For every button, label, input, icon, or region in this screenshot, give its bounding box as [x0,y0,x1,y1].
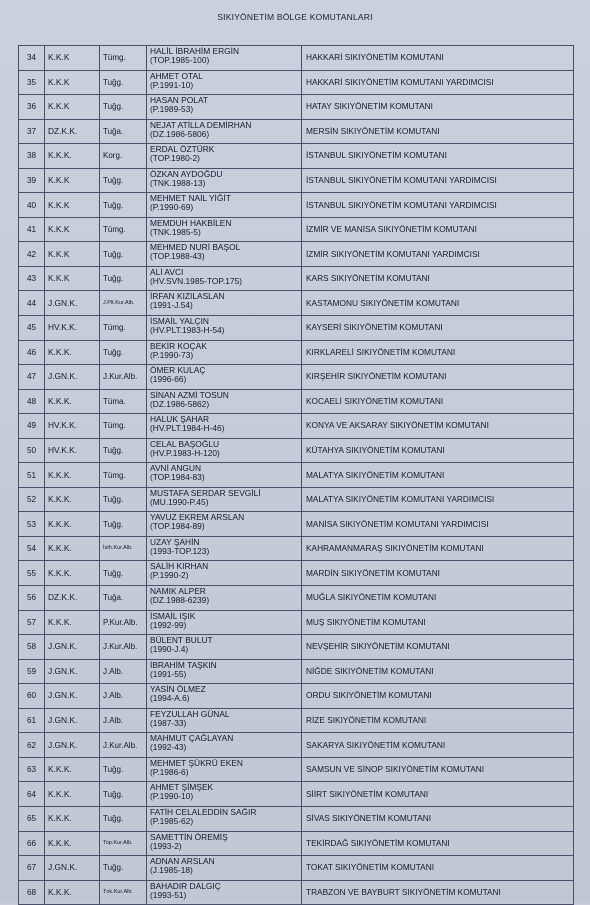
table-row [19,635,574,660]
name-cell [147,168,302,193]
officer-name: NAMIK ALPER [150,586,206,597]
officer-code: (P.1990-10) [150,791,194,802]
officer-code: (TOP.1980-2) [150,153,200,164]
unit-cell: K.K.K [45,193,100,218]
duty-cell: MANİSA SIKIYÖNETİM KOMUTANI YARDIMCISI [302,512,574,537]
rank-cell: Tuğg. [100,70,147,95]
row-number: 49 [19,414,45,439]
row-number: 50 [19,438,45,463]
officer-code: (TOP.1988-43) [150,251,205,262]
officer-name: MEHMET ŞÜKRÜ EKEN [150,757,243,768]
name-cell [147,316,302,341]
name-cell [147,782,302,807]
table-row [19,144,574,169]
row-number: 48 [19,389,45,414]
table-row [19,733,574,758]
officer-code: (P.1990-69) [150,202,194,213]
row-number: 61 [19,708,45,733]
unit-cell: K.K.K [45,217,100,242]
duty-cell: İSTANBUL SIKIYÖNETİM KOMUTANI YARDIMCISI [302,168,574,193]
unit-cell: K.K.K [45,70,100,95]
table-row [19,95,574,120]
officer-name: UZAY ŞAHİN [150,536,200,547]
row-number: 53 [19,512,45,537]
unit-cell: K.K.K [45,168,100,193]
officer-name: CELAL BAŞOĞLU [150,438,220,449]
row-number: 51 [19,463,45,488]
officer-name: İRFAN KIZILASLAN [150,291,225,302]
name-cell [147,217,302,242]
row-number: 39 [19,168,45,193]
duty-cell: HATAY SIKIYÖNETİM KOMUTANI [302,95,574,120]
rank-cell: İsth.Kur.Alb. [100,536,147,561]
officer-code: (J.1985-18) [150,865,193,876]
commanders-table [18,45,574,905]
row-number: 40 [19,193,45,218]
officer-name: ÖZKAN AYDOĞDU [150,168,223,179]
duty-cell: NİĞDE SIKIYÖNETİM KOMUTANI [302,659,574,684]
officer-code: (1993-51) [150,889,187,900]
table-row [19,831,574,856]
name-cell [147,291,302,316]
row-number: 59 [19,659,45,684]
officer-code: (TOP.1984-83) [150,472,205,483]
name-cell [147,659,302,684]
officer-name: FEYZULLAH GÜNAL [150,708,230,719]
officer-name: HASAN POLAT [150,95,209,106]
name-cell [147,70,302,95]
officer-code: (P.1991-10) [150,79,194,90]
table-row [19,389,574,414]
unit-cell: J.GN.K. [45,708,100,733]
unit-cell: K.K.K. [45,512,100,537]
table-row [19,806,574,831]
duty-cell: HAKKARİ SIKIYÖNETİM KOMUTANI [302,46,574,71]
unit-cell: K.K.K [45,46,100,71]
table-row [19,856,574,881]
rank-cell: Tuğg. [100,806,147,831]
officer-name: İSMAİL YALÇIN [150,316,209,327]
duty-cell: KOCAELİ SIKIYÖNETİM KOMUTANI [302,389,574,414]
unit-cell: K.K.K. [45,782,100,807]
duty-cell: KONYA VE AKSARAY SIKIYÖNETİM KOMUTANI [302,414,574,439]
rank-cell: J.Alb. [100,708,147,733]
row-number: 41 [19,217,45,242]
table-row [19,266,574,291]
officer-name: ÖMER KULAÇ [150,365,206,376]
officer-code: (1994-A.6) [150,693,190,704]
officer-code: (TNK.1988-13) [150,177,206,188]
unit-cell: DZ.K.K. [45,586,100,611]
unit-cell: J.GN.K. [45,733,100,758]
officer-code: (TOP.1984-89) [150,521,205,532]
name-cell [147,438,302,463]
unit-cell: DZ.K.K. [45,119,100,144]
duty-cell: SAKARYA SIKIYÖNETİM KOMUTANI [302,733,574,758]
row-number: 65 [19,806,45,831]
name-cell [147,635,302,660]
rank-cell: Tuğg. [100,512,147,537]
table-row [19,119,574,144]
row-number: 67 [19,856,45,881]
officer-name: MUSTAFA SERDAR SEVGİLİ [150,487,261,498]
name-cell [147,586,302,611]
officer-code: (HV.SVN.1985-TOP.175) [150,275,243,286]
officer-name: NEJAT ATİLLA DEMİRHAN [150,119,252,130]
table-row [19,291,574,316]
officer-name: FATİH CELALEDDİN SAĞIR [150,806,257,817]
officer-name: AHMET OTAL [150,70,203,81]
duty-cell: ORDU SIKIYÖNETİM KOMUTANI [302,684,574,709]
table-row [19,438,574,463]
unit-cell: K.K.K. [45,610,100,635]
unit-cell: HV.K.K. [45,414,100,439]
name-cell [147,684,302,709]
rank-cell: Tümg. [100,316,147,341]
rank-cell: Tümg. [100,463,147,488]
officer-name: HALİL İBRAHİM ERGİN [150,46,240,56]
duty-cell: İSTANBUL SIKIYÖNETİM KOMUTANI [302,144,574,169]
rank-cell: Top.Kur.Alb. [100,831,147,856]
duty-cell: İZMİR SIKIYÖNETİM KOMUTANI YARDIMCISI [302,242,574,267]
officer-name: ADNAN ARSLAN [150,856,215,867]
table-row [19,782,574,807]
unit-cell: K.K.K. [45,831,100,856]
row-number: 47 [19,365,45,390]
table-row [19,586,574,611]
officer-name: BÜLENT BULUT [150,635,213,646]
officer-code: (HV.PLT.1984-H-46) [150,423,225,434]
row-number: 37 [19,119,45,144]
rank-cell: Tüma. [100,389,147,414]
row-number: 56 [19,586,45,611]
officer-code: (P.1986-6) [150,766,189,777]
table-row [19,880,574,905]
row-number: 42 [19,242,45,267]
officer-code: (P.1985-62) [150,815,194,826]
row-number: 45 [19,316,45,341]
row-number: 64 [19,782,45,807]
duty-cell: İSTANBUL SIKIYÖNETİM KOMUTANI YARDIMCISI [302,193,574,218]
rank-cell: Tümg. [100,414,147,439]
unit-cell: K.K.K. [45,389,100,414]
unit-cell: K.K.K [45,242,100,267]
table-row [19,316,574,341]
duty-cell: RİZE SIKIYÖNETİM KOMUTANI [302,708,574,733]
duty-cell: MUŞ SIKIYÖNETİM KOMUTANI [302,610,574,635]
name-cell [147,46,302,71]
row-number: 54 [19,536,45,561]
row-number: 52 [19,487,45,512]
duty-cell: HAKKARİ SIKIYÖNETİM KOMUTANI YARDIMCISI [302,70,574,95]
unit-cell: K.K.K. [45,561,100,586]
officer-code: (DZ.1988-6239) [150,595,210,606]
rank-cell: Tuğg. [100,438,147,463]
rank-cell: Tuğg. [100,242,147,267]
table-row [19,46,574,71]
table-row [19,365,574,390]
officer-name: MAHMUT ÇAĞLAYAN [150,733,234,744]
row-number: 46 [19,340,45,365]
row-number: 44 [19,291,45,316]
row-number: 55 [19,561,45,586]
rank-cell: Tuğg. [100,561,147,586]
unit-cell: K.K.K. [45,340,100,365]
duty-cell: KIRKLARELİ SIKIYÖNETİM KOMUTANI [302,340,574,365]
table-row [19,536,574,561]
duty-cell: MALATYA SIKIYÖNETİM KOMUTANI [302,463,574,488]
table-row [19,659,574,684]
table-row [19,757,574,782]
unit-cell: K.K.K. [45,536,100,561]
duty-cell: İZMİR VE MANİSA SIKIYÖNETİM KOMUTANI [302,217,574,242]
rank-cell: Tuğg. [100,856,147,881]
officer-name: MEMDUH HAKBİLEN [150,217,232,228]
rank-cell: Tümg. [100,46,147,71]
officer-name: İSMAİL IŞIK [150,610,196,621]
name-cell [147,806,302,831]
table-row [19,708,574,733]
table-row [19,487,574,512]
unit-cell: K.K.K. [45,806,100,831]
rank-cell: P.Kur.Alb. [100,610,147,635]
officer-name: AVNİ ANGUN [150,463,202,474]
officer-code: (1991-55) [150,668,187,679]
unit-cell: J.GN.K. [45,856,100,881]
row-number: 58 [19,635,45,660]
unit-cell: HV.K.K. [45,438,100,463]
name-cell [147,610,302,635]
name-cell [147,512,302,537]
officer-name: YAVUZ EKREM ARSLAN [150,512,245,523]
officer-code: (1993-2) [150,840,182,851]
officer-name: AHMET ŞİMŞEK [150,782,214,793]
officer-name: MEHMED NURİ BAŞOL [150,242,241,253]
officer-code: (1993-TOP.123) [150,545,210,556]
duty-cell: TOKAT SIKIYÖNETİM KOMUTANI [302,856,574,881]
name-cell [147,119,302,144]
table-row [19,340,574,365]
duty-cell: TRABZON VE BAYBURT SIKIYÖNETİM KOMUTANI [302,880,574,905]
officer-code: (P.1990-2) [150,570,189,581]
duty-cell: KIRŞEHİR SIKIYÖNETİM KOMUTANI [302,365,574,390]
name-cell [147,733,302,758]
officer-name: ERDAL ÖZTÜRK [150,144,215,155]
rank-cell: Tnk.Kur.Alb. [100,880,147,905]
unit-cell: J.GN.K. [45,365,100,390]
table-row [19,193,574,218]
officer-code: (P.1990-73) [150,349,194,360]
name-cell [147,856,302,881]
rank-cell: Tuğg. [100,757,147,782]
table-row [19,610,574,635]
row-number: 34 [19,46,45,71]
rank-cell: Tuğg. [100,340,147,365]
officer-code: (DZ.1986-5806) [150,128,210,139]
row-number: 57 [19,610,45,635]
rank-cell: J.Kur.Alb. [100,733,147,758]
name-cell [147,414,302,439]
officer-code: (TNK.1985-5) [150,226,201,237]
duty-cell: SİİRT SIKIYÖNETİM KOMUTANI [302,782,574,807]
rank-cell: Tuğg. [100,487,147,512]
rank-cell: Tuğg. [100,168,147,193]
row-number: 35 [19,70,45,95]
name-cell [147,365,302,390]
officer-name: ALİ AVCI [150,266,184,277]
row-number: 63 [19,757,45,782]
table-row [19,684,574,709]
rank-cell: Tuğg. [100,193,147,218]
officer-code: (DZ.1986-5862) [150,398,210,409]
duty-cell: MARDİN SIKIYÖNETİM KOMUTANI [302,561,574,586]
officer-code: (1992-43) [150,742,187,753]
unit-cell: HV.K.K. [45,316,100,341]
rank-cell: J.Alb. [100,684,147,709]
row-number: 66 [19,831,45,856]
duty-cell: KÜTAHYA SIKIYÖNETİM KOMUTANI [302,438,574,463]
table-row [19,512,574,537]
rank-cell: Tuğa. [100,119,147,144]
unit-cell: K.K.K. [45,144,100,169]
officer-code: (1991-J.54) [150,300,193,311]
unit-cell: J.GN.K. [45,659,100,684]
unit-cell: K.K.K [45,95,100,120]
officer-code: (P.1989-53) [150,104,194,115]
duty-cell: MALATYA SIKIYÖNETİM KOMUTANI YARDIMCISI [302,487,574,512]
rank-cell: J.Alb. [100,659,147,684]
rank-cell: J.Plt.Kur.Alb. [100,291,147,316]
name-cell [147,708,302,733]
rank-cell: Tuğg. [100,266,147,291]
unit-cell: K.K.K [45,266,100,291]
table-row [19,217,574,242]
name-cell [147,144,302,169]
duty-cell: KASTAMONU SIKIYÖNETİM KOMUTANI [302,291,574,316]
table-row [19,242,574,267]
officer-name: İBRAHİM TAŞKIN [150,659,217,670]
officer-code: (MU.1990-P.45) [150,496,209,507]
duty-cell: KAYSERİ SIKIYÖNETİM KOMUTANI [302,316,574,341]
officer-name: HALUK ŞAHAR [150,414,210,425]
table-row [19,561,574,586]
officer-code: (HV.P.1983-H-120) [150,447,220,458]
name-cell [147,561,302,586]
name-cell [147,193,302,218]
duty-cell: KAHRAMANMARAŞ SIKIYÖNETİM KOMUTANI [302,536,574,561]
name-cell [147,831,302,856]
name-cell [147,757,302,782]
officer-code: (1990-J.4) [150,644,189,655]
name-cell [147,463,302,488]
table-row [19,168,574,193]
rank-cell: Korg. [100,144,147,169]
unit-cell: J.GN.K. [45,291,100,316]
rank-cell: Tuğg. [100,95,147,120]
row-number: 36 [19,95,45,120]
unit-cell: K.K.K. [45,757,100,782]
unit-cell: K.K.K. [45,880,100,905]
duty-cell: KARS SIKIYÖNETİM KOMUTANI [302,266,574,291]
row-number: 43 [19,266,45,291]
table-body [19,46,574,905]
rank-cell: Tuğa. [100,586,147,611]
table-row [19,463,574,488]
duty-cell: MUĞLA SIKIYÖNETİM KOMUTANI [302,586,574,611]
officer-code: (1992-99) [150,619,187,630]
rank-cell: J.Kur.Alb. [100,365,147,390]
duty-cell: SAMSUN VE SİNOP SIKIYÖNETİM KOMUTANI [302,757,574,782]
duty-cell: TEKİRDAĞ SIKIYÖNETİM KOMUTANI [302,831,574,856]
name-cell [147,340,302,365]
name-cell [147,536,302,561]
duty-cell: MERSİN SIKIYÖNETİM KOMUTANI [302,119,574,144]
rank-cell: Tümg. [100,217,147,242]
unit-cell: K.K.K. [45,487,100,512]
duty-cell: NEVŞEHİR SIKIYÖNETİM KOMUTANI [302,635,574,660]
row-number: 38 [19,144,45,169]
name-cell [147,95,302,120]
officer-name: SİNAN AZMİ TOSUN [150,389,229,400]
name-cell [147,242,302,267]
page-title: SIKIYÖNETİM BÖLGE KOMUTANLARI [217,12,373,22]
unit-cell: J.GN.K. [45,684,100,709]
name-cell [147,266,302,291]
row-number: 60 [19,684,45,709]
duty-cell: SİVAS SIKIYÖNETİM KOMUTANI [302,806,574,831]
name-cell [147,389,302,414]
table-row [19,70,574,95]
row-number: 62 [19,733,45,758]
officer-code: (TOP.1985-100) [150,55,210,65]
row-number: 68 [19,880,45,905]
officer-name: BAHADIR DALGIÇ [150,880,221,891]
officer-name: MEHMET NAİL YİĞİT [150,193,231,204]
officer-code: (1996-66) [150,374,187,385]
unit-cell: K.K.K. [45,463,100,488]
officer-name: YASİN ÖLMEZ [150,684,206,695]
officer-name: SAMETTİN ÖREMİŞ [150,831,228,842]
name-cell [147,880,302,905]
rank-cell: Tuğg. [100,782,147,807]
officer-name: BEKİR KOÇAK [150,340,207,351]
name-cell [147,487,302,512]
table-row [19,414,574,439]
officer-code: (1987-33) [150,717,187,728]
rank-cell: J.Kur.Alb. [100,635,147,660]
officer-code: (HV.PLT.1983-H-54) [150,325,225,336]
officer-name: SALİH KIRHAN [150,561,209,572]
unit-cell: J.GN.K. [45,635,100,660]
